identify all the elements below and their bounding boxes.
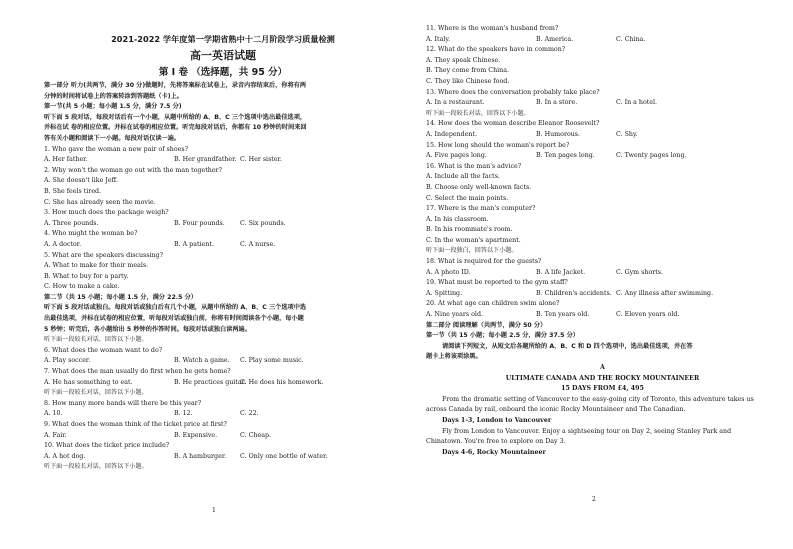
options-row	[426, 98, 779, 109]
option-c: C. Gym shorts.	[616, 268, 664, 276]
option-c: C. Select the main points.	[426, 194, 509, 202]
option-a: A. A doctor.	[44, 240, 82, 248]
question-14: 14. How does the woman describe Eleanor Roosevelt?	[426, 120, 600, 128]
question-19: 19. What must be reported to the gym staff?	[426, 279, 568, 287]
option-a: A. 10.	[44, 410, 63, 418]
listen-instruction: 听下面一段较长对话，回答以下小题。	[44, 463, 148, 471]
question-1: 1. Who gave the woman a new pair of shoes?	[44, 145, 188, 153]
option-c: C. She has already seen the movie.	[44, 198, 156, 206]
passage-subtitle: 15 DAYS FROM £4, 495	[561, 385, 644, 393]
option-a: A. Spitting.	[426, 289, 463, 297]
subject-title: 高一英语试题	[190, 49, 256, 62]
option-a: A. She doesn't like Jeff.	[44, 177, 118, 185]
question-3: 3. How much does the package weigh?	[44, 209, 169, 217]
option-c: C. Play some music.	[240, 357, 304, 365]
option-b: B. Ten pages long.	[536, 152, 595, 160]
option-b: B. Four pounds.	[174, 219, 225, 227]
option-c: C. Six pounds.	[240, 219, 286, 227]
option-b: B. Children's accidents.	[536, 289, 612, 297]
section1-intro-line: 并标在试 卷的相应位置。并标在试卷的相应位置。听完每段对话后，你都有 10 秒钟的时间来回	[44, 124, 307, 132]
option-b: B. In a store.	[536, 99, 578, 107]
option-a: A. Three pounds.	[44, 219, 99, 227]
options-row	[44, 155, 388, 166]
option-c: C. How to make a cake.	[44, 283, 120, 291]
options-row	[426, 289, 779, 300]
page-number: 2	[592, 496, 596, 503]
option-b: B. America.	[536, 35, 574, 43]
question-11: 11. Where is the woman's husband from?	[426, 25, 559, 32]
section1-intro-line: 答有关小题和阅读下一小题。每段对话仅读一遍。	[44, 134, 181, 142]
listen-instruction: 听下面一段较长对话，回答以下小题。	[426, 109, 530, 117]
option-c: C. Any illness after swimming.	[616, 289, 714, 297]
options-row	[44, 378, 388, 389]
option-c: C. In the woman's apartment.	[426, 236, 521, 244]
option-a: A. Nine years old.	[426, 311, 483, 319]
passage-letter: A	[600, 364, 605, 371]
question-8: 8. How many more bands will there be this year?	[44, 399, 202, 407]
option-a: A. A hot dog.	[44, 452, 86, 460]
option-c: C. Only one bottle of water.	[240, 452, 328, 460]
passage-paragraph-line: Fly from London to Vancouver. Enjoy a sightseeing tour on Day 2, seeing Stanley Park and	[442, 427, 732, 435]
part1-intro-line: 分钟的时间将试卷上的答案转涂到答题纸（卡)上。	[44, 92, 183, 100]
passage-paragraph-line: From the dramatic setting of Vancouver to the easy-going city of Toronto, this adventure takes us	[442, 395, 754, 403]
question-6: 6. What does the woman want to do?	[44, 346, 163, 354]
page-number: 1	[212, 507, 216, 514]
option-b: B. In his roommate's room.	[426, 226, 513, 234]
part1-intro-line: 第一部分 听力(共两节，满分 30 分)做题时，先将答案标在试卷上，录音内容结束后，你将有两	[44, 82, 307, 89]
option-b: B. A life Jacket.	[536, 268, 586, 276]
option-c: C. Shy.	[616, 130, 638, 138]
option-b: B. She feels tired.	[44, 187, 102, 195]
question-9: 9. What does the woman think of the ticket price at first?	[44, 421, 227, 428]
options-row	[44, 452, 388, 463]
listen-instruction: 听下面一段较长对话，回答以下小题。	[44, 389, 148, 397]
options-row	[44, 431, 388, 442]
option-a: A. Five pages long.	[426, 152, 487, 160]
option-a: A. Include all the facts.	[426, 173, 500, 181]
option-b: B. What to buy for a party.	[44, 272, 129, 280]
options-row	[44, 219, 388, 230]
option-b: B. Ten years old.	[536, 311, 590, 319]
exam-header-title: 2021-2022 学年度第一学期省熟中十二月阶段学习质量检测	[111, 34, 335, 44]
option-c: C. They like Chinese food.	[426, 77, 510, 85]
option-a: A. In his classroom.	[426, 215, 489, 223]
volume-title: 第 I 卷 （选择题，共 95 分）	[158, 67, 288, 78]
option-c: C. Eleven years old.	[616, 311, 680, 319]
question-2: 2. Why won't the woman go out with the man together?	[44, 166, 222, 174]
option-a: A. Italy.	[426, 35, 451, 43]
passage-title: ULTIMATE CANADA AND THE ROCKY MOUNTAINEER	[505, 374, 700, 382]
question-15: 15. How long should the woman's report be?	[426, 141, 570, 149]
right-page	[400, 0, 793, 549]
part2-intro-line: 请阅读下列短文，从短文后各题所给的 A、B、C 和 D 四个选项中，选出最佳选项，并在答	[442, 342, 693, 350]
option-b: B. Her grandfather.	[174, 156, 237, 164]
listen-instruction: 听下面一段独白，回答以下小题。	[426, 247, 518, 255]
option-c: C. 22.	[240, 410, 259, 418]
question-13: 13. Where does the conversation probably take place?	[426, 88, 600, 96]
option-b: B. Expensive.	[174, 431, 218, 439]
option-a: A. Her father.	[44, 156, 88, 164]
option-b: B. Choose only well-known facts.	[426, 183, 532, 191]
option-a: A. Fair.	[44, 431, 67, 439]
options-row	[426, 310, 779, 321]
question-16: 16. What is the man's advice?	[426, 162, 522, 170]
option-b: B. A hamburger.	[174, 452, 227, 460]
option-a: A. He has something to eat.	[44, 378, 133, 386]
option-b: B. 12.	[174, 410, 193, 418]
question-5: 5. What are the speakers discussing?	[44, 251, 163, 259]
option-c: C. A nurse.	[240, 240, 276, 248]
options-row	[44, 240, 388, 251]
option-a: A. Play soccer.	[44, 357, 91, 365]
question-18: 18. What is required for the guests?	[426, 258, 542, 266]
options-row	[426, 130, 779, 141]
option-c: C. Cheap.	[240, 431, 271, 439]
question-12: 12. What do the speakers have in common?	[426, 46, 566, 54]
option-a: A. What to make for their meals.	[44, 262, 149, 270]
question-17: 17. Where is the man's computer?	[426, 205, 536, 213]
question-7: 7. What does the man usually do first when he gets home?	[44, 368, 231, 376]
options-row	[426, 35, 779, 46]
part2-heading: 第二部分 阅读理解（共两节，满分 50 分）	[426, 321, 547, 329]
option-c: C. China.	[616, 35, 646, 43]
option-b: B. They come from China.	[426, 67, 509, 75]
part2-intro-line: 题卡上将该项涂黑。	[426, 353, 482, 361]
passage-paragraph-line: Chinatown. You're free to explore on Day 3.	[426, 438, 566, 446]
section2-heading: 第二节（共 15 小题；每小题 1.5 分，满分 22.5 分）	[44, 293, 197, 301]
option-c: C. Twenty pages long.	[616, 152, 687, 160]
option-a: A. Independent.	[426, 130, 478, 138]
section2-intro-line: 出最佳选项，并标在试卷的相应位置，听每段对话或独白前，你将有时间阅读各个小题，每小题	[44, 315, 304, 323]
section2-intro-line: 听下面 5 段对话或独白。每段对话或独白后有几个小题，从题中所给的 A、B、C 三个选项中选	[44, 304, 307, 312]
option-b: B. A patient.	[174, 240, 214, 248]
option-a: A. They speak Chinese.	[426, 56, 501, 64]
itinerary-heading: Days 1-3, London to Vancouver	[442, 416, 552, 424]
option-b: B. Humorous.	[536, 130, 581, 138]
options-row	[44, 356, 388, 367]
options-row	[44, 409, 388, 420]
option-b: B. He practices guitar.	[174, 378, 246, 386]
part2-section1-heading: 第一节（共 15 小题；每小题 2.5 分，满分 37.5 分）	[426, 332, 579, 340]
question-20: 20. At what age can children swim alone?	[426, 300, 560, 308]
options-row	[426, 151, 779, 162]
section1-intro-line: 听下面 5 段对话，每段对话后有一个小题，从题中所给的 A、B、C 三个选项中选出最佳选项，	[44, 113, 307, 121]
option-c: C. Her sister.	[240, 156, 282, 164]
section2-intro-line: 5 秒钟；听完后，各小题给出 5 秒钟的作答时间。每段对话或独白读两遍。	[44, 325, 251, 333]
itinerary-heading: Days 4-6, Rocky Mountaineer	[442, 448, 546, 456]
question-4: 4. Who might the woman be?	[44, 230, 138, 238]
passage-paragraph-line: across Canada by rail, onboard the iconic Rocky Mountaineer and The Canadian.	[426, 406, 686, 414]
section1-heading: 第一节(共 5 小题；每小题 1.5 分，满分 7.5 分)	[44, 103, 182, 111]
option-c: C. He does his homework.	[240, 378, 324, 386]
option-c: C. In a hotel.	[616, 99, 658, 107]
option-b: B. Watch a game.	[174, 357, 230, 365]
option-a: A. In a restaurant.	[426, 99, 485, 107]
listen-instruction: 听下面一段较长对话，回答以下小题。	[44, 336, 148, 344]
option-a: A. A photo ID.	[426, 268, 471, 276]
options-row	[426, 268, 779, 279]
question-10: 10. What does the ticket price include?	[44, 442, 170, 450]
